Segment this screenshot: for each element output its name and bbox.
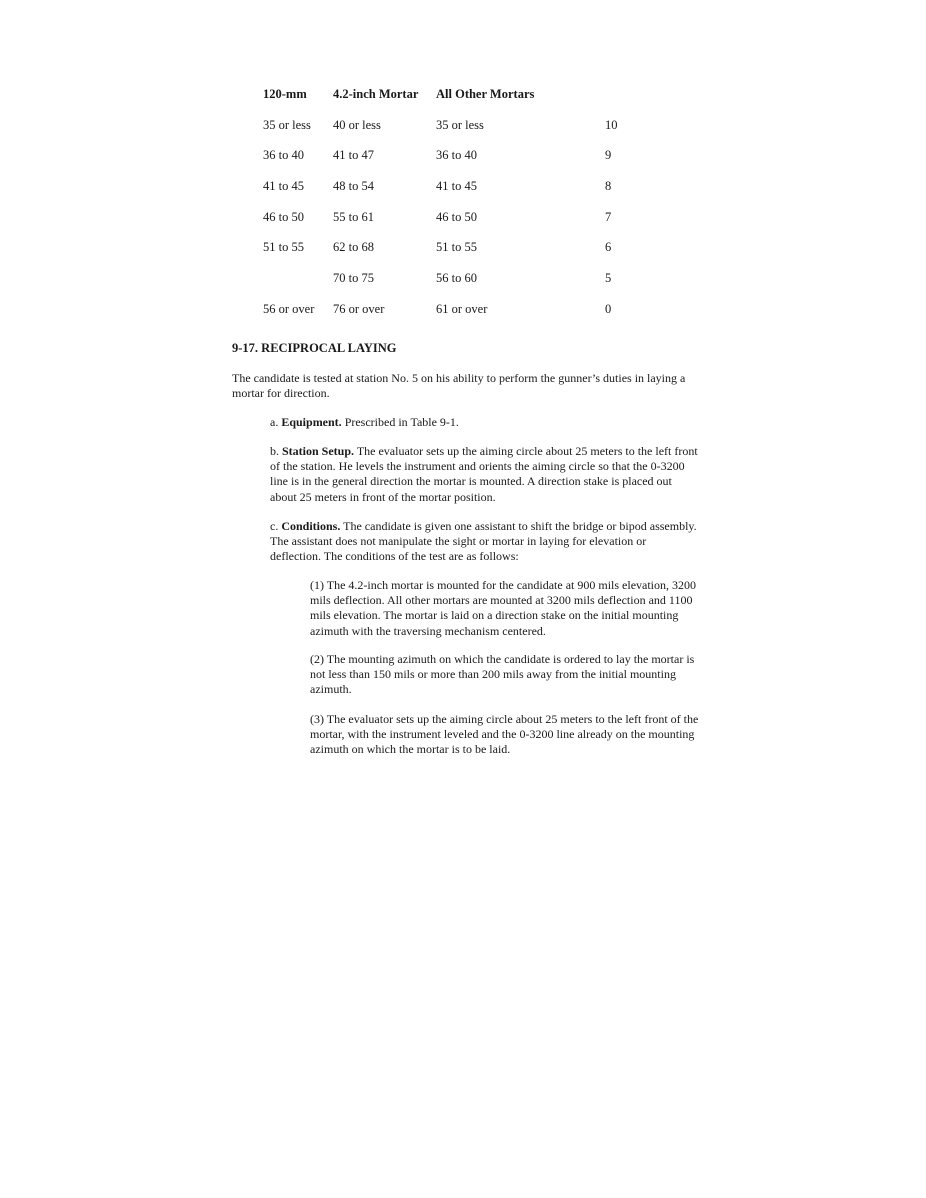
table-cell: 0 <box>605 301 612 316</box>
table-cell: 62 to 68 <box>333 240 374 255</box>
table-cell: 41 to 45 <box>436 179 477 194</box>
item-prefix: c. <box>270 519 282 533</box>
paragraph-conditions <box>270 519 700 565</box>
table-cell: 41 to 47 <box>333 148 374 163</box>
table-cell: 36 to 40 <box>263 148 304 163</box>
item-label: Station Setup. <box>282 444 355 458</box>
table-cell: 76 or over <box>333 301 385 316</box>
paragraph-station-setup <box>270 444 700 505</box>
condition-item-1: (1) The 4.2-inch mortar is mounted for the candidate at 900 mils elevation, 3200 mils deflection. All other mortars are mounted at 3200 mils deflection and 1100 mils elevation. The mortar is laid on a direction stake on the initial mounting azimuth with the traversing mechanism centered. <box>310 578 697 638</box>
item-label: Equipment. <box>281 415 342 429</box>
condition-item-3: (3) The evaluator sets up the aiming circle about 25 meters to the left front of the mortar, with the instrument leveled and the 0-3200 line already on the mounting azimuth on which the mortar is to be laid. <box>310 712 699 757</box>
table-cell: 6 <box>605 240 612 255</box>
table-cell: 40 or less <box>333 117 381 132</box>
table-cell: 5 <box>605 271 612 286</box>
section-heading: 9-17. RECIPROCAL LAYING <box>232 341 397 355</box>
table-cell: 10 <box>605 117 618 132</box>
column-header: 120-mm <box>263 87 307 101</box>
table-cell: 8 <box>605 179 612 194</box>
table-cell: 41 to 45 <box>263 179 304 194</box>
item-label: Conditions. <box>281 519 341 533</box>
table-cell: 35 or less <box>263 117 311 132</box>
table-cell: 46 to 50 <box>436 209 477 224</box>
table-cell: 9 <box>605 148 612 163</box>
column-header: All Other Mortars <box>436 87 535 101</box>
item-prefix: b. <box>270 444 282 458</box>
item-text: The evaluator sets up the aiming circle about 25 meters to the left front of the station. He levels the instrument and orients the aiming circle so that the 0-3200 line is in the general direction the mortar is mounted. A direction stake is placed out about 25 meters in front of the mortar position. <box>270 444 698 504</box>
table-cell: 36 to 40 <box>436 148 477 163</box>
intro-paragraph: The candidate is tested at station No. 5 on his ability to perform the gunner’s duties in laying a mortar for direction. <box>232 371 686 401</box>
table-cell: 51 to 55 <box>436 240 477 255</box>
table-cell: 56 or over <box>263 301 315 316</box>
table-cell: 51 to 55 <box>263 240 304 255</box>
condition-item-2: (2) The mounting azimuth on which the candidate is ordered to lay the mortar is not less than 150 mils or more than 200 mils away from the initial mounting azimuth. <box>310 652 695 697</box>
item-prefix: a. <box>270 415 282 429</box>
column-header: 4.2-inch Mortar <box>333 87 419 101</box>
table-cell: 46 to 50 <box>263 209 304 224</box>
item-text: Prescribed in Table 9-1. <box>341 415 459 429</box>
item-text: The candidate is given one assistant to shift the bridge or bipod assembly. The assistant does not manipulate the sight or mortar in laying for elevation or deflection. The conditions of the test are as follows: <box>270 519 697 564</box>
table-cell: 56 to 60 <box>436 271 477 286</box>
table-cell: 61 or over <box>436 301 488 316</box>
table-cell: 35 or less <box>436 117 484 132</box>
paragraph-equipment <box>270 415 700 430</box>
table-cell: 70 to 75 <box>333 271 374 286</box>
table-cell: 7 <box>605 209 612 224</box>
table-cell: 48 to 54 <box>333 179 374 194</box>
table-cell: 55 to 61 <box>333 209 374 224</box>
